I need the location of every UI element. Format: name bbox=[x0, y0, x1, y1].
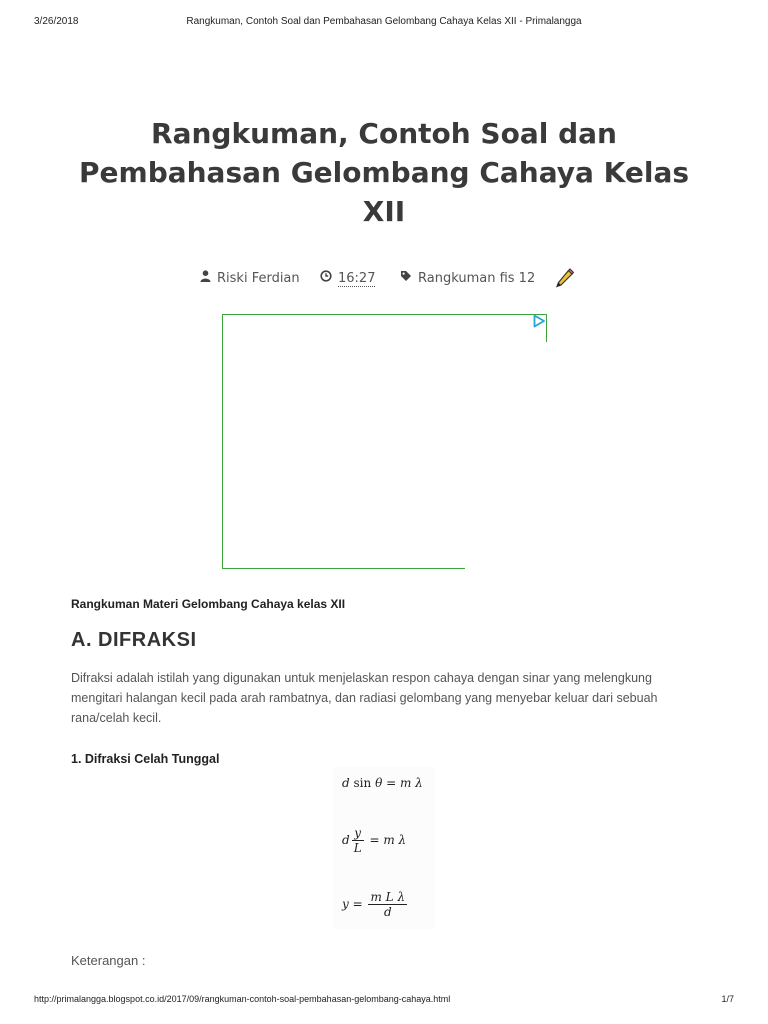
fraction-mll-over-d: $\frac{\text{m L λ}}{d}$ bbox=[370, 890, 406, 919]
fraction-y-over-l: $\frac{y}{L}$ bbox=[353, 826, 362, 855]
summary-subtitle: Rangkuman Materi Gelombang Cahaya kelas XII bbox=[71, 597, 346, 611]
post-time[interactable] bbox=[320, 270, 375, 286]
print-footer bbox=[34, 994, 734, 1006]
ad-frame[interactable] bbox=[222, 314, 465, 569]
ad-frame-right-border bbox=[546, 314, 547, 342]
clock-icon bbox=[320, 270, 332, 285]
tag-icon bbox=[400, 270, 412, 285]
post-label-text[interactable]: Rangkuman fis 12 bbox=[418, 271, 536, 286]
print-date: 3/26/2018 bbox=[34, 16, 79, 27]
formula-image bbox=[333, 767, 435, 929]
author-name[interactable]: Riski Ferdian bbox=[217, 271, 300, 286]
section-heading-difraksi: A. DIFRAKSI bbox=[71, 629, 197, 651]
page-number: 1/7 bbox=[721, 994, 734, 1004]
post-time-text[interactable]: 16:27 bbox=[338, 271, 376, 286]
post-labels[interactable] bbox=[400, 270, 535, 286]
pencil-icon[interactable] bbox=[554, 268, 574, 290]
print-document-title: Rangkuman, Contoh Soal dan Pembahasan Gelombang Cahaya Kelas XII - Primalangga bbox=[186, 16, 582, 27]
user-icon bbox=[200, 270, 211, 285]
keterangan-label: Keterangan : bbox=[71, 953, 146, 968]
print-url: http://primalangga.blogspot.co.id/2017/09/rangkuman-contoh-soal-pembahasan-gelombang-cahaya.html bbox=[34, 994, 451, 1004]
post-author[interactable] bbox=[200, 270, 300, 286]
sub-heading-celah-tunggal: 1. Difraksi Celah Tunggal bbox=[71, 752, 220, 766]
formula-3: y = $\frac{\text{m L λ}}{d}$ bbox=[342, 890, 406, 919]
difraksi-paragraph: Difraksi adalah istilah yang digunakan untuk menjelaskan respon cahaya dengan sinar yang melengkung mengitari halangan kecil pada arah rambatnya, dan radiasi gelombang yang menyebar keluar dari sebuah rana/celah kecil. bbox=[71, 671, 658, 725]
formula-2: d $\frac{y}{L}$ = m λ bbox=[342, 826, 407, 855]
print-header bbox=[34, 16, 734, 30]
formula-1: d sin θ = m λ bbox=[342, 776, 423, 790]
post-meta bbox=[0, 268, 768, 292]
adchoices-icon[interactable] bbox=[532, 314, 546, 328]
post-title: Rangkuman, Contoh Soal dan Pembahasan Gelombang Cahaya Kelas XII bbox=[79, 117, 689, 228]
